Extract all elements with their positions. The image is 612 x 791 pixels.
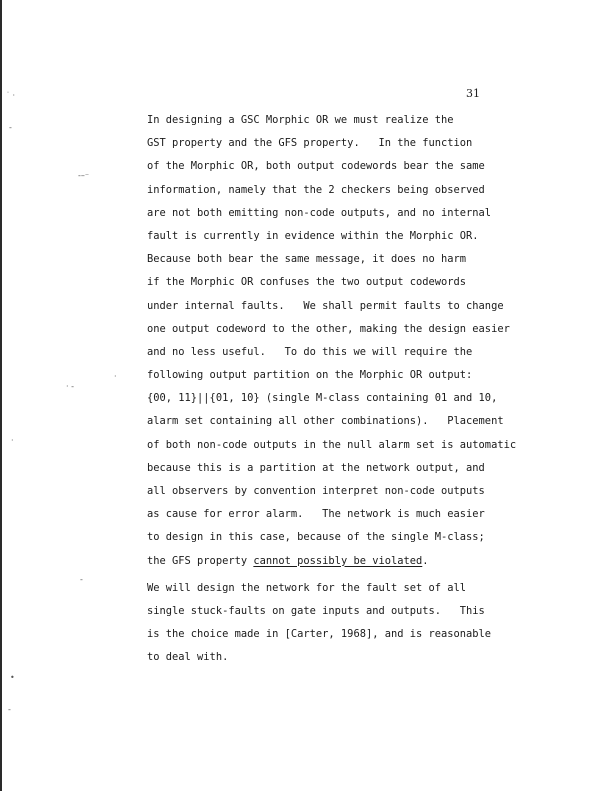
scan-mark: -–⁻ (78, 171, 90, 180)
text-line: alarm set containing all other combinations). Placement (147, 415, 504, 428)
text-line: of the Morphic OR, both output codewords bear the same (147, 160, 485, 173)
scan-mark: • (10, 673, 15, 682)
scan-mark: - (8, 705, 11, 714)
text-line: all observers by convention interpret non-code outputs (147, 485, 485, 497)
scan-mark: ˙ · (6, 91, 16, 100)
text-line: to deal with. (147, 651, 229, 664)
text-line-last (147, 550, 587, 573)
scan-mark: · (11, 436, 14, 445)
paragraph-1 (147, 109, 587, 573)
text-line: information, namely that the 2 checkers being observed (147, 183, 485, 196)
scan-mark: - (9, 123, 12, 132)
text-line: are not both emitting non-code outputs, and no internal (147, 206, 492, 219)
scan-mark: · - (66, 382, 74, 391)
underlined-phrase: cannot possibly be violated (253, 554, 423, 567)
text-line: Because both bear the same message, it does no harm (147, 253, 467, 266)
text-line: {00, 11}||{01, 10} (single M-class containing 01 and 10, (147, 392, 498, 405)
text-line: GST property and the GFS property. In the function (147, 137, 473, 150)
body-text (147, 109, 587, 670)
text-line: one output codeword to the other, making the design easier (147, 322, 510, 335)
scan-mark: - (80, 575, 83, 584)
text-fragment: . (422, 554, 429, 567)
page-edge (0, 0, 2, 791)
scan-mark: · (114, 372, 117, 381)
text-line: fault is currently in evidence within the Morphic OR. (147, 229, 479, 242)
page-number: 31 (466, 87, 480, 100)
text-line: is the choice made in [Carter, 1968], and is reasonable (147, 628, 492, 641)
text-line: following output partition on the Morphic OR output: (147, 369, 473, 382)
text-line: to design in this case, because of the single M-class; (147, 531, 485, 544)
text-line: as cause for error alarm. The network is much easier (147, 508, 485, 521)
text-line: under internal faults. We shall permit faults to change (147, 299, 504, 312)
text-line: because this is a partition at the network output, and (147, 461, 485, 474)
text-line: In designing a GSC Morphic OR we must realize the (147, 114, 454, 126)
text-line: We will design the network for the fault set of all (147, 581, 467, 594)
text-line: of both non-code outputs in the null alarm set is automatic (147, 438, 517, 451)
text-fragment: the GFS property (147, 554, 254, 567)
text-line: if the Morphic OR confuses the two output codewords (147, 276, 467, 289)
text-line: and no less useful. To do this we will require the (147, 345, 473, 358)
text-line: single stuck-faults on gate inputs and outputs. This (147, 604, 485, 617)
paragraph-2 (147, 577, 587, 670)
